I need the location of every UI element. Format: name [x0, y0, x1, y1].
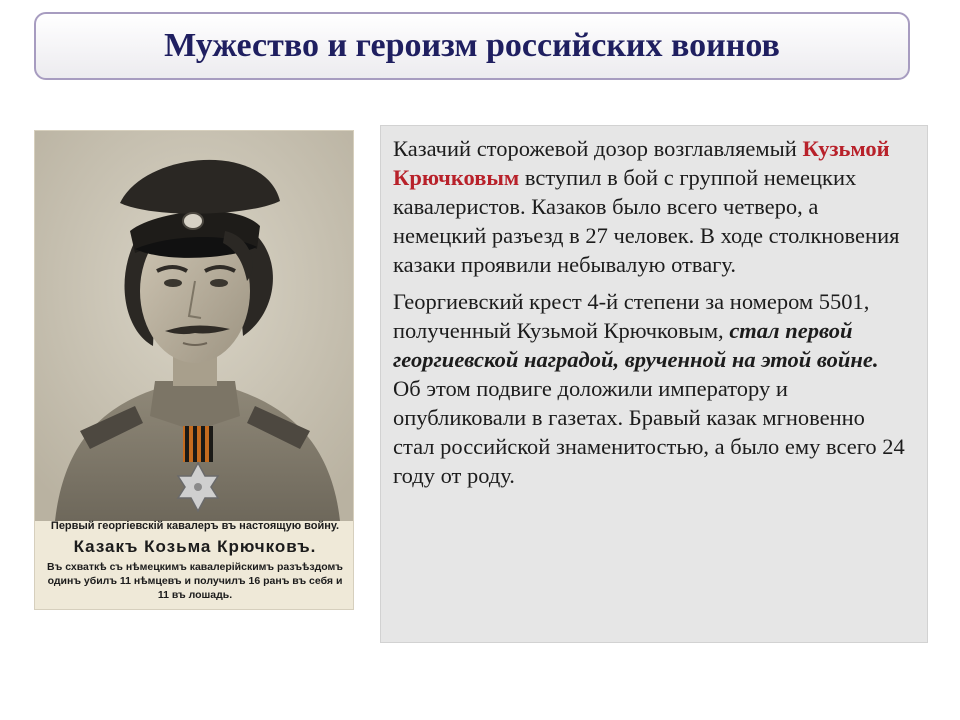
paragraph-2-emphasis: стал первой георгиевской наградой, врученной на этой войне. — [393, 318, 879, 372]
paragraph-2 — [393, 287, 911, 490]
paragraph-1-rest: вступил в бой с группой немецких кавалеристов. Казаков было всего четверо, а немецкий разъезд в 27 человек. В ходе столкновения казаки проявили небывалую отвагу. — [393, 165, 900, 277]
page-title: Мужество и героизм российских воинов — [164, 27, 780, 64]
st-george-ribbon — [183, 426, 213, 462]
text-panel — [380, 125, 928, 643]
caption-line-1: Первый георгіевскій кавалеръ въ настоящую войну. — [50, 520, 340, 532]
caption-line-3: Въ схваткѣ съ нѣмецкимъ кавалерійскимъ разъѣздомъ одинъ убилъ 11 нѣмцевъ и получилъ 16 ранъ въ себя и 11 въ лошадь. — [47, 561, 343, 601]
portrait-card — [34, 130, 354, 610]
portrait-caption — [41, 519, 349, 602]
title-banner — [34, 12, 910, 80]
paragraph-2-rest: Об этом подвиге доложили императору и опубликовали в газетах. Бравый казак мгновенно стал российской знаменитостью, а было ему всего 24 году от роду. — [393, 376, 905, 488]
portrait-photo — [35, 131, 354, 521]
paragraph-1-start: Казачий сторожевой дозор возглавляемый — [393, 136, 803, 161]
caption-line-2: Казакъ Козьма Крючковъ. — [73, 537, 317, 556]
paragraph-1 — [393, 134, 911, 279]
hero-name: Кузьмой Крючковым — [393, 136, 890, 190]
paragraph-2-start: Георгиевский крест 4-й степени за номером 5501, полученный Кузьмой Крючковым, — [393, 289, 870, 343]
